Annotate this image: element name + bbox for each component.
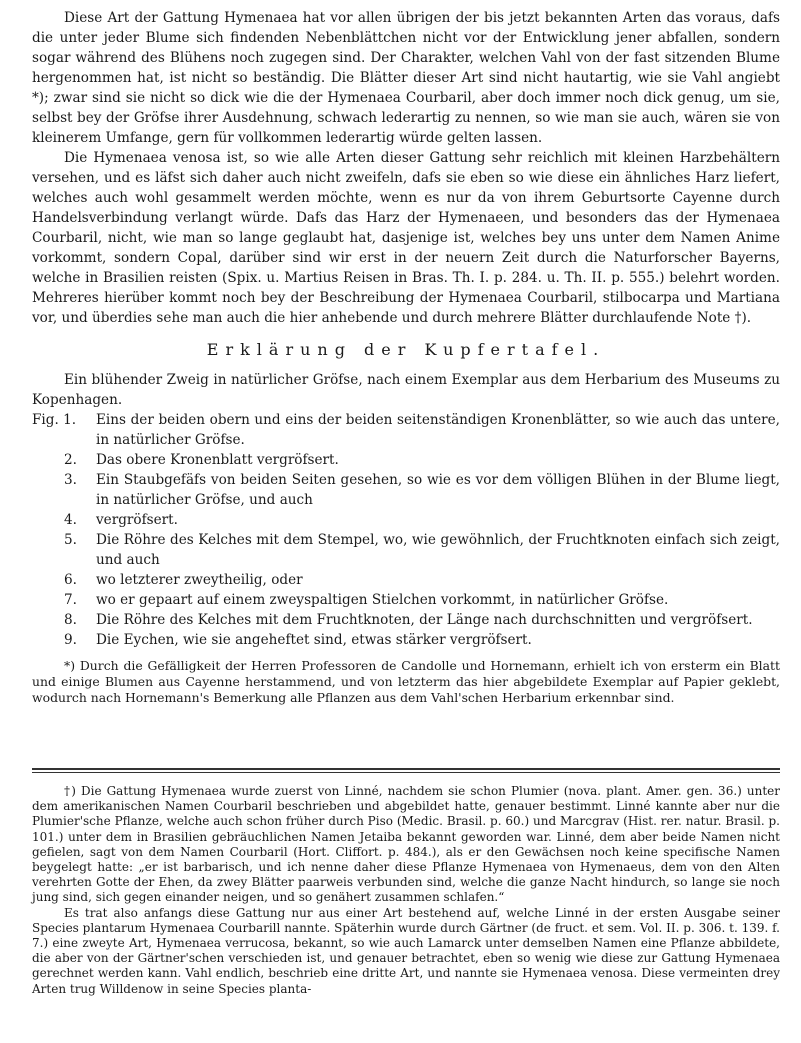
figure-item xyxy=(32,530,780,570)
figure-number: Fig. 1. xyxy=(32,412,77,428)
figure-item xyxy=(32,510,780,530)
figure-number: 2. xyxy=(64,452,77,468)
figure-text: Das obere Kronenblatt vergröfsert. xyxy=(96,452,339,468)
footnote-dagger-block xyxy=(32,784,780,997)
figure-item xyxy=(32,570,780,590)
figure-item xyxy=(32,470,780,510)
figure-item xyxy=(32,450,780,470)
paragraph-2: Die Hymenaea venosa ist, so wie alle Arten dieser Gattung sehr reichlich mit kleinen Harzbehältern versehen, und es läfst sich daher auch nicht zweifeln, dafs sie eben so wie diese ein ähnliches Harz liefert, welches auch wohl gesammelt werden möchte, wenn es nur da von ihrem Geburtsorte Cayenne durch Handelsverbindung verlangt würde. Dafs das Harz der Hymenaeen, und besonders das der Hymenaea Courbaril, nicht, wie man so lange geglaubt hat, dasjenige ist, welches bey uns unter dem Namen Anime vorkommt, sondern Copal, darüber sind wir erst in der neuern Zeit durch die Naturforscher Bayerns, welche in Brasilien reisten (Spix. u. Martius Reisen in Bras. Th. I. p. 284. u. Th. II. p. 555.) belehrt worden. Mehreres hierüber kommt noch bey der Beschreibung der Hymenaea Courbaril, stilbocarpa und Martiana vor, und überdies sehe man auch die hier anhebende und durch mehrere Blätter durchlaufende Note †). xyxy=(32,150,780,326)
figure-text: Die Röhre des Kelches mit dem Fruchtknoten, der Länge nach durchschnitten und vergröfsert. xyxy=(96,612,753,628)
main-text-block xyxy=(32,8,780,706)
figure-text: Die Eychen, wie sie angeheftet sind, etwas stärker vergröfsert. xyxy=(96,632,532,648)
footnote-dagger-paragraph-2: Es trat also anfangs diese Gattung nur aus einer Art bestehend auf, welche Linné in der ersten Ausgabe seiner Species plantarum Hymenaea Courbarill nannte. Späterhin wurde durch Gärtner (de fruct. et sem. Vol. II. p. 306. t. 139. f. 7.) eine zweyte Art, Hymenaea verrucosa, bekannt, so wie auch Lamarck unter demselben Namen eine Pflanze abbildete, die aber von der Gärtner'schen verschieden ist, und genauer betrachtet, eben so wenig wie diese zur Gattung Hymenaea gerechnet werden kann. Vahl endlich, beschrieb eine dritte Art, und nannte sie Hymenaea venosa. Diese vermeinten drey Arten trug Willdenow in seine Species planta- xyxy=(32,905,780,996)
footnote-divider xyxy=(32,768,780,773)
figure-list xyxy=(32,410,780,650)
figure-text: Eins der beiden obern und eins der beiden seitenständigen Kronenblätter, so wie auch das untere, in natürlicher Gröfse. xyxy=(96,412,780,448)
figure-number: 7. xyxy=(64,592,77,608)
figure-number: 6. xyxy=(64,572,77,588)
figure-text: Ein Staubgefäfs von beiden Seiten gesehen, so wie es vor dem völligen Blühen in der Blume liegt, in natürlicher Gröfse, und auch xyxy=(96,472,780,508)
footnote-star: *) Durch die Gefälligkeit der Herren Professoren de Candolle und Hornemann, erhielt ich von ersterm ein Blatt und einige Blumen aus Cayenne herstammend, und von letzterm das hier abgebildete Exemplar auf Papier geklebt, wodurch nach Hornemann's Bemerkung alle Pflanzen aus dem Vahl'schen Herbarium erkennbar sind. xyxy=(32,658,780,705)
figure-number: 9. xyxy=(64,632,77,648)
figure-item xyxy=(32,610,780,630)
figure-number: 3. xyxy=(64,472,77,488)
figure-text: wo er gepaart auf einem zweyspaltigen Stielchen vorkommt, in natürlicher Gröfse. xyxy=(96,592,669,608)
figure-item xyxy=(32,590,780,610)
plate-heading: Erklärung der Kupfertafel. xyxy=(206,340,606,359)
figure-number: 5. xyxy=(64,532,77,548)
figure-text: Die Röhre des Kelches mit dem Stempel, wo, wie gewöhnlich, der Fruchtknoten einfach sich zeigt, und auch xyxy=(96,532,780,568)
figure-number: 8. xyxy=(64,612,77,628)
paragraph-1: Diese Art der Gattung Hymenaea hat vor allen übrigen der bis jetzt bekannten Arten das voraus, dafs die unter jeder Blume sich findenden Nebenblättchen nicht vor der Entwicklung jener abfallen, sondern sogar während des Blühens noch zugegen sind. Der Charakter, welchen Vahl von der fast sitzenden Blume hergenommen hat, ist nicht so beständig. Die Blätter dieser Art sind nicht hautartig, wie sie Vahl angiebt *); zwar sind sie nicht so dick wie die der Hymenaea Courbaril, aber doch immer noch dick genug, um sie, selbst bey der Gröfse ihrer Ausdehnung, schwach lederartig zu nennen, so wie man sie auch, wären sie von kleinerem Umfange, gern für vollkommen lederartig würde gelten lassen. xyxy=(32,10,780,146)
figure-item xyxy=(32,410,780,450)
figure-item xyxy=(32,630,780,650)
figure-text: wo letzterer zweytheilig, oder xyxy=(96,572,303,588)
figure-number: 4. xyxy=(64,512,77,528)
plate-intro: Ein blühender Zweig in natürlicher Gröfse, nach einem Exemplar aus dem Herbarium des Museums zu Kopenhagen. xyxy=(32,372,780,408)
footnote-dagger-paragraph-1: †) Die Gattung Hymenaea wurde zuerst von Linné, nachdem sie schon Plumier (nova. plant. Amer. gen. 36.) unter dem amerikanischen Namen Courbaril beschrieben und abgebildet hatte, genauer bestimmt. Linné kannte aber nur die Plumier'sche Pflanze, welche auch schon früher durch Piso (Medic. Brasil. p. 60.) und Marcgrav (Hist. rer. natur. Brasil. p. 101.) unter dem in Brasilien gebräuchlichen Namen Jetaiba bekannt geworden war. Linné, dem aber beide Namen nicht gefielen, sagt von dem Namen Courbaril (Hort. Cliffort. p. 484.), als er den Gewächsen noch keine specifische Namen beygelegt hatte: „er ist barbarisch, und ich nenne daher diese Pflanze Hymenaea von Hymenaeus, dem von den Alten verehrten Gotte der Ehen, da zwey Blätter paarweis verbunden sind, welche die ganze Nacht hindurch, so lange sie noch jung sind, sich gegen einander neigen, und so genähert zusammen schlafen.“ xyxy=(32,784,780,905)
figure-text: vergröfsert. xyxy=(96,512,178,528)
